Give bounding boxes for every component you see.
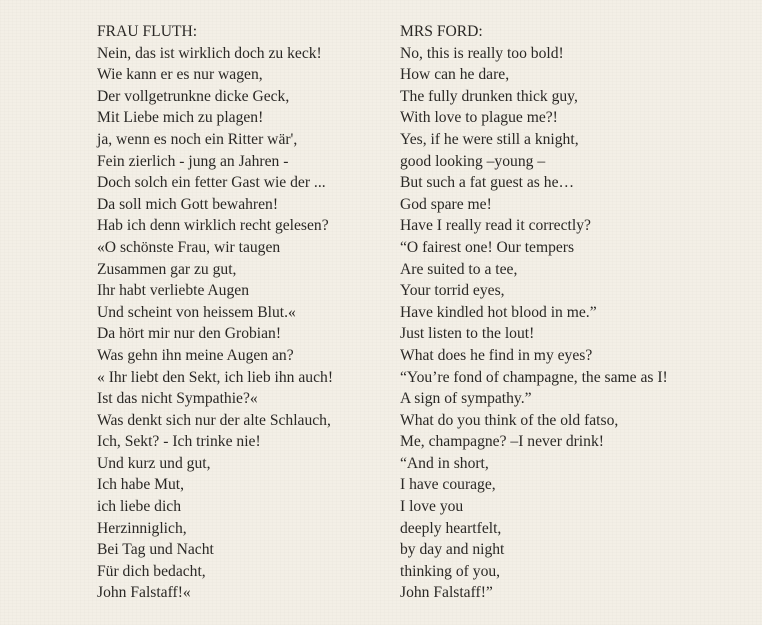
translation-line-english: I have courage,	[400, 476, 496, 494]
libretto-line-german: Mit Liebe mich zu plagen!	[97, 109, 264, 127]
libretto-line-german: Und kurz und gut,	[97, 454, 211, 472]
libretto-line-german: Der vollgetrunkne dicke Geck,	[97, 87, 290, 105]
translation-line-english: John Falstaff!”	[400, 584, 493, 602]
speaker-label-german: FRAU FLUTH:	[97, 23, 198, 40]
libretto-line-german: ja, wenn es noch ein Ritter wär',	[97, 130, 298, 148]
libretto-line-german: Zusammen gar zu gut,	[97, 260, 237, 278]
libretto-line-german: Ist das nicht Sympathie?«	[97, 390, 258, 408]
libretto-line-german: ich liebe dich	[97, 498, 181, 516]
libretto-line-german: Ich, Sekt? - Ich trinke nie!	[97, 433, 261, 451]
libretto-line-german: «O schönste Frau, wir taugen	[97, 238, 281, 256]
libretto-line-german: Ich habe Mut,	[97, 476, 185, 494]
translation-line-english: Me, champagne? –I never drink!	[400, 433, 604, 451]
translation-line-english: What do you think of the old fatso,	[400, 411, 619, 429]
libretto-line-german: Nein, das ist wirklich doch zu keck!	[97, 44, 322, 62]
libretto-line-german: Herzinniglich,	[97, 519, 187, 537]
translation-line-english: “O fairest one! Our tempers	[400, 238, 575, 256]
translation-line-english: But such a fat guest as he…	[400, 174, 575, 192]
english-translation-column	[400, 21, 668, 604]
libretto-line-german: Und scheint von heissem Blut.«	[97, 303, 296, 321]
translation-line-english: Have kindled hot blood in me.”	[400, 303, 597, 321]
translation-line-english: by day and night	[400, 541, 505, 559]
libretto-line-german: « Ihr liebt den Sekt, ich lieb ihn auch!	[97, 368, 334, 386]
translation-line-english: Have I really read it correctly?	[400, 217, 591, 235]
libretto-line-german: Wie kann er es nur wagen,	[97, 66, 263, 84]
libretto-line-german: Hab ich denn wirklich recht gelesen?	[97, 217, 329, 235]
translation-line-english: With love to plague me?!	[400, 109, 558, 127]
libretto-line-german: Doch solch ein fetter Gast wie der ...	[97, 174, 326, 192]
german-libretto-column	[97, 21, 333, 604]
libretto-line-german: Bei Tag und Nacht	[97, 541, 214, 559]
libretto-line-german: Für dich bedacht,	[97, 562, 206, 580]
translation-line-english: Your torrid eyes,	[400, 282, 505, 300]
translation-line-english: “And in short,	[400, 454, 489, 472]
translation-line-english: What does he find in my eyes?	[400, 346, 593, 364]
translation-line-english: Yes, if he were still a knight,	[400, 130, 579, 148]
translation-line-english: good looking –young –	[400, 152, 546, 170]
translation-line-english: Are suited to a tee,	[400, 260, 518, 278]
translation-line-english: deeply heartfelt,	[400, 519, 502, 537]
libretto-line-german: Da soll mich Gott bewahren!	[97, 195, 279, 213]
translation-line-english: No, this is really too bold!	[400, 44, 564, 62]
translation-line-english: A sign of sympathy.”	[400, 390, 532, 408]
speaker-label-english: MRS FORD:	[400, 23, 483, 40]
translation-line-english: God spare me!	[400, 195, 492, 213]
translation-line-english: I love you	[400, 498, 464, 516]
translation-line-english: “You’re fond of champagne, the same as I!	[400, 368, 668, 386]
translation-line-english: The fully drunken thick guy,	[400, 87, 578, 105]
translation-line-english: thinking of you,	[400, 562, 501, 580]
libretto-line-german: John Falstaff!«	[97, 584, 191, 602]
translation-line-english: Just listen to the lout!	[400, 325, 535, 343]
libretto-line-german: Ihr habt verliebte Augen	[97, 282, 249, 300]
libretto-line-german: Was denkt sich nur der alte Schlauch,	[97, 411, 331, 429]
libretto-line-german: Was gehn ihn meine Augen an?	[97, 346, 294, 364]
libretto-line-german: Da hört mir nur den Grobian!	[97, 325, 282, 343]
libretto-line-german: Fein zierlich - jung an Jahren -	[97, 152, 289, 170]
translation-line-english: How can he dare,	[400, 66, 510, 84]
